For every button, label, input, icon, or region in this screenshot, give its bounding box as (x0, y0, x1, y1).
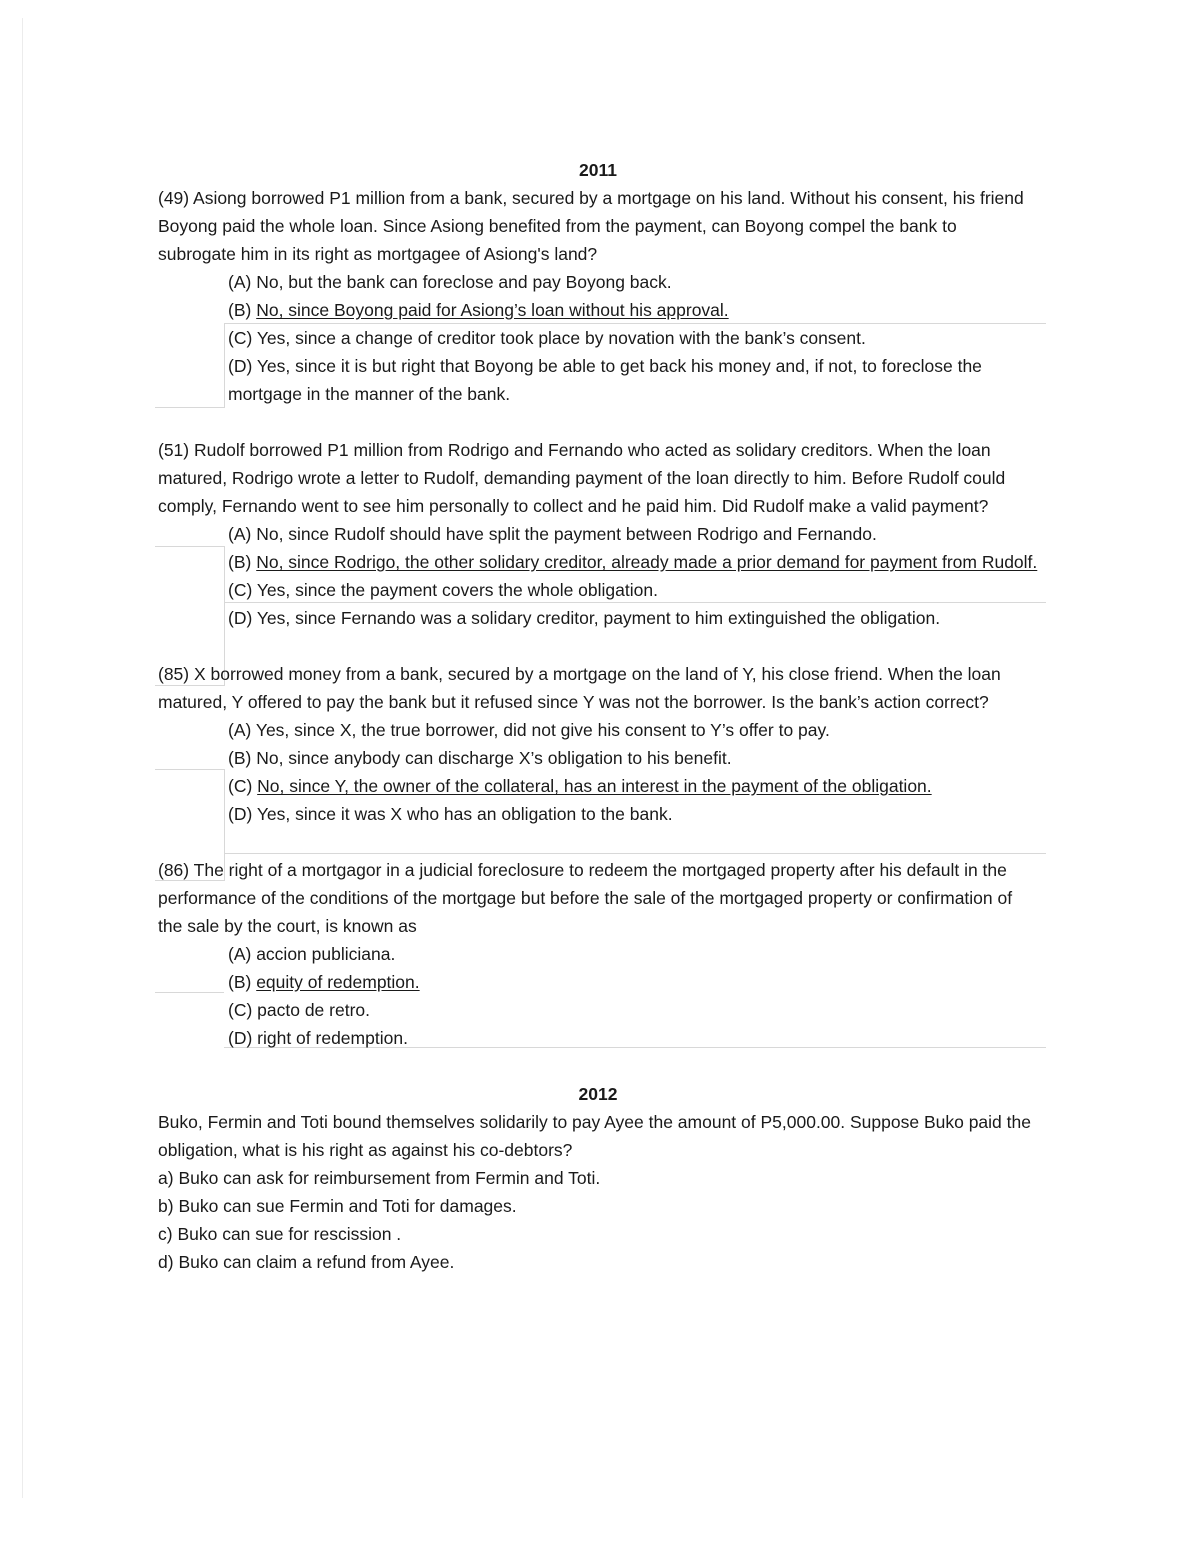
question-buko (158, 1108, 1038, 1276)
option (228, 800, 1038, 828)
option (228, 940, 1038, 968)
option (228, 352, 1038, 408)
option-text: Yes, since a change of creditor took place by novation with the bank’s consent. (256, 328, 866, 348)
question-stem: Buko, Fermin and Toti bound themselves solidarily to pay Ayee the amount of P5,000.00. Suppose Buko paid the obligation, what is his right as against his co-debtors? (158, 1112, 1031, 1160)
option-label: (B) (228, 972, 257, 992)
option-text: Yes, since X, the true borrower, did not give his consent to Y’s offer to pay. (255, 720, 830, 740)
section-2012 (158, 1080, 1038, 1276)
option-label: d) (158, 1252, 179, 1272)
option-text: Yes, since it was X who has an obligation to the bank. (256, 804, 673, 824)
option-label: c) (158, 1224, 178, 1244)
question-stem: (86) The right of a mortgagor in a judicial foreclosure to redeem the mortgaged property after his default in the performance of the conditions of the mortgage but before the sale of the mortgaged property or confirmation of the sale by the court, is known as (158, 860, 1013, 936)
option-text: right of redemption. (257, 1028, 408, 1048)
option-answer (228, 548, 1038, 576)
question-49 (158, 184, 1038, 408)
option-label: (C) (228, 580, 257, 600)
option-text: No, since Rodrigo, the other solidary creditor, already made a prior demand for payment from Rudolf. (256, 552, 1038, 572)
option (158, 1248, 1038, 1276)
option-label: (B) (228, 748, 257, 768)
option-label: b) (158, 1196, 179, 1216)
option-text: No, since anybody can discharge X’s obligation to his benefit. (256, 748, 732, 768)
option-label: (A) (228, 944, 257, 964)
option-label: (D) (228, 1028, 258, 1048)
option-answer (228, 296, 1038, 324)
option-text: No, since Rudolf should have split the payment between Rodrigo and Fernando. (256, 524, 877, 544)
option-text: Buko can sue Fermin and Toti for damages. (178, 1196, 517, 1216)
option-text: No, but the bank can foreclose and pay Boyong back. (256, 272, 672, 292)
option (228, 744, 1038, 772)
option-text: pacto de retro. (257, 1000, 371, 1020)
option-label: (A) (228, 272, 257, 292)
year-heading: 2012 (578, 1084, 618, 1104)
option (158, 1192, 1038, 1220)
option (228, 996, 1038, 1024)
option-label: (C) (228, 328, 257, 348)
option (228, 716, 1038, 744)
question-stem: (51) Rudolf borrowed P1 million from Rodrigo and Fernando who acted as solidary creditors. When the loan matured, Rodrigo wrote a letter to Rudolf, demanding payment of the loan directly to him. Before Rudolf could comply, Fernando went to see him personally to collect and he paid him. Did Rudolf make a valid payment? (158, 440, 1006, 516)
option-label: (A) (228, 524, 257, 544)
option (228, 1024, 1038, 1052)
option-answer (228, 772, 1038, 800)
option-text: Yes, since the payment covers the whole obligation. (256, 580, 658, 600)
page-edge-line (22, 18, 23, 1498)
option-text: No, since Y, the owner of the collateral, has an interest in the payment of the obligation. (257, 776, 932, 796)
option-label: (A) (228, 720, 256, 740)
question-stem: (49) Asiong borrowed P1 million from a bank, secured by a mortgage on his land. Without his consent, his friend Boyong paid the whole loan. Since Asiong benefited from the payment, can Boyong compel the bank to subrogate him in its right as mortgagee of Asiong's land? (158, 188, 1024, 264)
option-answer (228, 968, 1038, 996)
option-text: Buko can claim a refund from Ayee. (178, 1252, 455, 1272)
option (228, 324, 1038, 352)
question-stem: (85) X borrowed money from a bank, secured by a mortgage on the land of Y, his close friend. When the loan matured, Y offered to pay the bank but it refused since Y was not the borrower. Is the bank’s action correct? (158, 664, 1001, 712)
option-text: Yes, since Fernando was a solidary creditor, payment to him extinguished the obligation. (256, 608, 941, 628)
option-label: (D) (228, 804, 257, 824)
option-text: accion publiciana. (256, 944, 396, 964)
section-2011 (158, 156, 1038, 1052)
option-label: (B) (228, 300, 257, 320)
option-label: (D) (228, 356, 257, 376)
question-85 (158, 660, 1038, 828)
option-text: No, since Boyong paid for Asiong’s loan without his approval. (256, 300, 729, 320)
option-label: (D) (228, 608, 257, 628)
question-86 (158, 856, 1038, 1052)
option-text: Buko can sue for rescission . (177, 1224, 402, 1244)
option (228, 520, 1038, 548)
option-text: Yes, since it is but right that Boyong be able to get back his money and, if not, to foreclose the mortgage in the manner of the bank. (228, 356, 982, 404)
year-heading: 2011 (579, 160, 617, 180)
option (228, 268, 1038, 296)
option (228, 604, 1038, 632)
option-text: equity of redemption. (256, 972, 420, 992)
option-label: (B) (228, 552, 257, 572)
document-page (158, 156, 1038, 1276)
option (158, 1220, 1038, 1248)
option (228, 576, 1038, 604)
option (158, 1164, 1038, 1192)
option-label: a) (158, 1168, 179, 1188)
option-label: (C) (228, 1000, 258, 1020)
option-label: (C) (228, 776, 258, 796)
option-text: Buko can ask for reimbursement from Fermin and Toti. (178, 1168, 601, 1188)
question-51 (158, 436, 1038, 632)
